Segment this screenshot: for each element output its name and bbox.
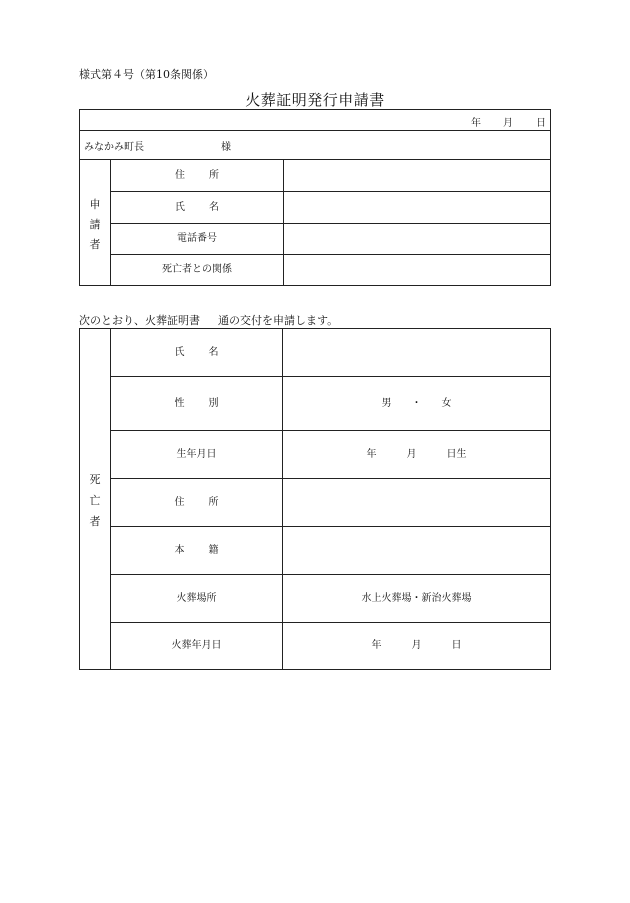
cremation-place-field[interactable]: 水上火葬場・新治火葬場	[283, 575, 550, 623]
addressee-suffix: 様	[221, 142, 231, 153]
cremation-place-label: 火葬場所	[111, 575, 282, 623]
deceased-domicile-field[interactable]	[283, 527, 550, 575]
cremation-date-label: 火葬年月日	[171, 640, 222, 651]
deceased-name-field[interactable]	[283, 329, 550, 377]
applicant-address-label: 住 所	[111, 160, 283, 192]
deceased-domicile-label: 本 籍	[111, 527, 282, 575]
deceased-sex-field[interactable]: 男 ・ 女	[283, 377, 550, 431]
applicant-relation-field[interactable]	[284, 255, 550, 285]
deceased-table	[79, 328, 551, 670]
applicant-label-column	[111, 160, 284, 285]
sentence-after: 通の交付を申請します。	[218, 314, 339, 327]
request-sentence	[79, 312, 338, 328]
day-label: 日	[536, 118, 546, 129]
date-row[interactable]	[80, 110, 550, 131]
applicant-phone-field[interactable]	[284, 224, 550, 255]
applicant-char-2: 請	[89, 218, 101, 231]
deceased-birthdate-label: 生年月日	[111, 431, 282, 479]
applicant-phone-label: 電話番号	[111, 224, 283, 255]
applicant-char-1: 申	[89, 198, 101, 211]
applicant-relation-label: 死亡者との関係	[162, 264, 232, 275]
deceased-name-label: 氏 名	[111, 329, 282, 377]
sentence-before: 次のとおり、火葬証明書	[79, 314, 200, 327]
addressee-row	[80, 131, 550, 160]
deceased-char-1: 死	[89, 473, 101, 486]
applicant-char-3: 者	[89, 238, 101, 251]
month-label: 月	[503, 118, 513, 129]
applicant-name-label: 氏 名	[111, 192, 283, 224]
applicant-value-column	[284, 160, 550, 285]
year-label: 年	[471, 118, 481, 129]
deceased-label-column	[111, 329, 283, 669]
deceased-char-2: 亡	[89, 494, 101, 507]
deceased-sex-label: 性 別	[111, 377, 282, 431]
deceased-char-3: 者	[89, 515, 101, 528]
deceased-address-field[interactable]	[283, 479, 550, 527]
deceased-value-column	[283, 329, 550, 669]
deceased-group-label	[80, 329, 111, 669]
applicant-table	[79, 109, 551, 286]
deceased-birthdate-field[interactable]: 年 月 日生	[283, 431, 550, 479]
form-number: 様式第４号（第10条関係）	[79, 68, 214, 81]
cremation-date-field[interactable]: 年 月 日	[371, 640, 462, 651]
applicant-name-field[interactable]	[284, 192, 550, 224]
applicant-group-label	[80, 160, 111, 285]
addressee-town: みなかみ町長	[84, 142, 144, 153]
form-title: 火葬証明発行申請書	[245, 91, 385, 109]
applicant-address-field[interactable]	[284, 160, 550, 192]
deceased-address-label: 住 所	[111, 479, 282, 527]
